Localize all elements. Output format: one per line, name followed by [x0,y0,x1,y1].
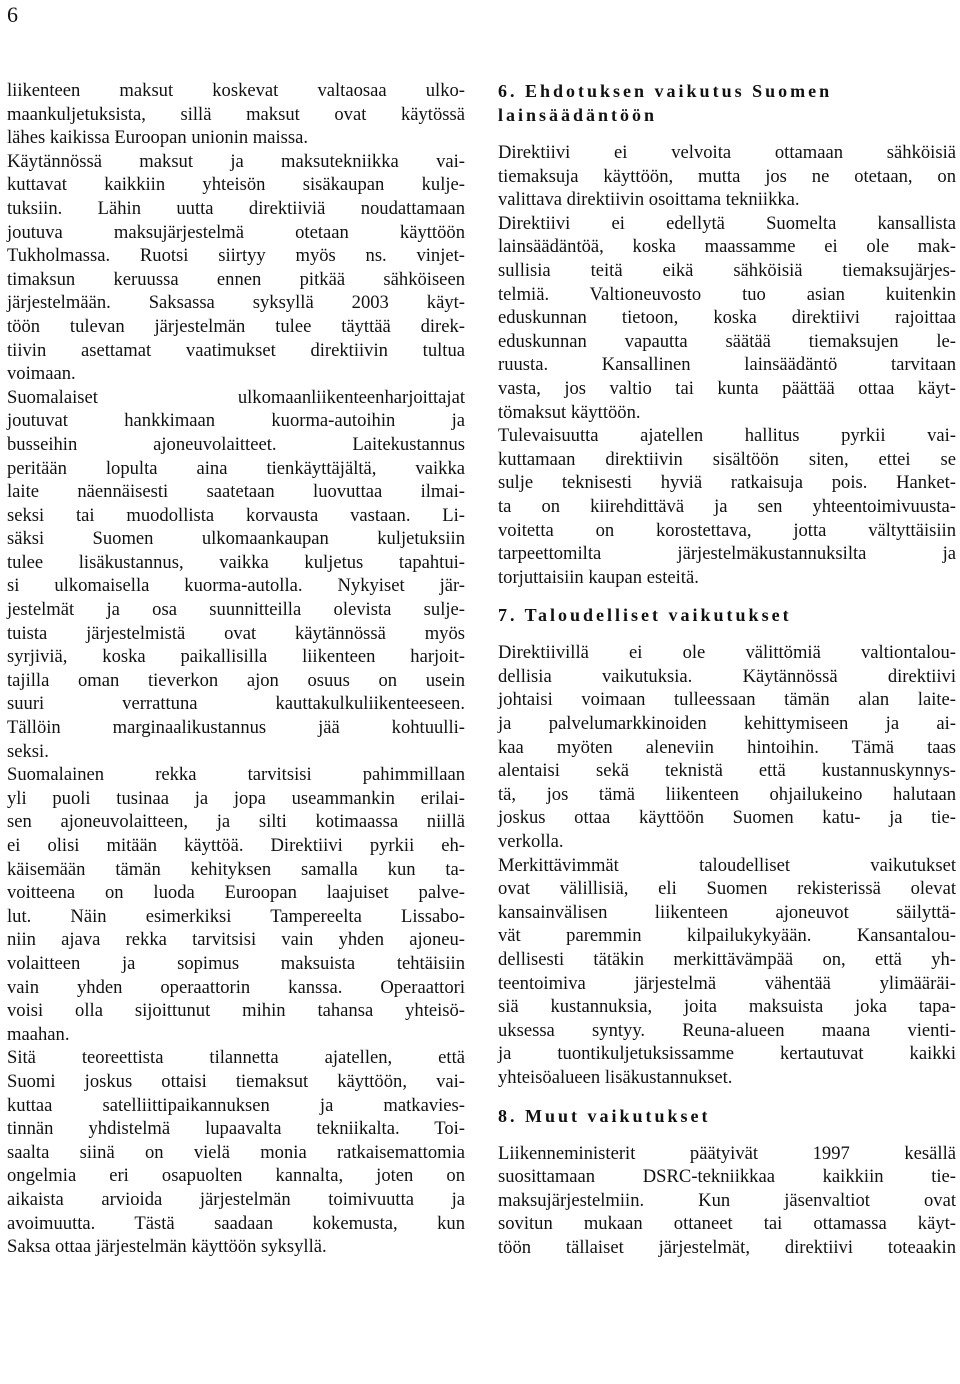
text-line: siä kustannuksia, joita maksuista joka tapa- [498,996,956,1018]
text-line: peritään lopulta aina tienkäyttäjältä, vaikka [7,457,465,479]
text-line: kuttamaan direktiivin sisältöön siten, ettei se [498,448,956,470]
text-line: lainsäädäntöä, koska maassamme ei ole mak- [498,236,956,258]
text-line: voimaan. [7,363,76,385]
text-line: järjestelmään. Saksassa syksyllä 2003 käyt- [7,292,465,314]
text-line: tä, jos tämä liikenteen ohjailukeino halutaan [498,783,956,805]
text-line: aikaista arvioida järjestelmän toimivuutta ja [7,1188,465,1210]
text-line: liikenteen maksut koskevat valtaosaa ulko- [7,80,465,101]
section-heading: lainsäädäntöön [498,105,658,125]
text-line: Suomi joskus ottaisi tiemaksut käyttöön, vai- [7,1070,465,1092]
text-line: eduskunnan tietoon, koska direktiivi rajoittaa [498,307,956,329]
section-gap [498,1090,956,1104]
text-line: johtaisi voimaan tulleessaan tämän alan laite- [498,689,956,711]
text-line: volaitteen ja sopimus maksuista tehtäisiin [7,952,465,974]
text-line: ei olisi mitään käyttöä. Direktiivi pyrkii eh- [7,835,465,856]
text-line: joutuva maksujärjestelmä otetaan käyttöön [7,221,465,243]
text-line: kansainvälisen liikenteen ajoneuvot säilyttä- [498,901,956,923]
text-line: joskus ottaa käyttöön Suomen katu- ja tie- [498,807,956,829]
page-number: 6 [7,2,18,27]
text-line: tajilla oman tieverkon ajon osuus on usein [7,669,465,691]
text-line: ongelmia eri osapuolten kannalta, joten on [7,1165,465,1187]
text-line: vät paremmin kilpailukykyään. Kansantalou- [498,925,956,947]
text-line: säksi Suomen ulkomaankaupan kuljetuksiin [7,528,465,550]
section-gap [498,589,956,603]
text-line: seksi. [7,740,49,762]
text-line: lut. Näin esimerkiksi Tampereelta Lissabo- [7,905,465,927]
text-line: verkolla. [498,831,564,853]
text-line: dellisia vaikutuksia. Käytännössä direktiivi [498,665,956,687]
text-line: Saksa ottaa järjestelmän käyttöön syksyllä. [7,1236,327,1258]
text-line: sen ajoneuvolaitteen, ja silti kotimaassa niillä [7,811,465,833]
left-column [7,79,465,1259]
text-line: vain yhden operaattorin kanssa. Operaattori [7,976,465,998]
text-line: voitetta on korostettava, jotta vältyttäisiin [498,519,956,541]
text-line: sullisia teitä eikä sähköisiä tiemaksujärjes- [498,259,956,281]
text-line: tömaksut käyttöön. [498,401,641,423]
text-line: tulee lisäkustannus, vaikka kuljetus tapahtui- [7,551,465,573]
heading-gap [498,127,956,141]
text-line: maahan. [7,1023,70,1045]
text-line: kaa myöten aleneviin hintoihin. Tämä taas [498,736,956,758]
text-line: vasta, jos valtio tai kunta päättää ottaa käyt- [498,377,956,399]
text-line: saalta siinä on vielä monia ratkaisemattomia [7,1141,465,1163]
text-line: Direktiivi ei edellytä Suomelta kansallista [498,212,956,234]
text-line: Tulevaisuutta ajatellen hallitus pyrkii vai- [498,425,956,447]
text-line: Käytännössä maksut ja maksutekniikka vai- [7,150,465,172]
text-line: timaksun keruussa ennen pitkää sähköiseen [7,268,465,290]
text-line: voisi olla sijoittunut mihin tahansa yhteisö- [7,1000,465,1022]
text-line: ruusta. Kansallinen lainsäädäntö tarvitaan [498,354,956,376]
text-line: suuri verrattuna kauttakulkuliikenteeseen. [7,693,465,715]
text-line: maankuljetuksista, sillä maksut ovat käytössä [7,103,465,125]
text-line: yli puoli tusinaa ja jopa useammankin erilai- [7,787,465,809]
text-line: avoimuutta. Tästä saadaan kokemusta, kun [7,1212,465,1234]
text-line: tuista järjestelmistä ovat käytännössä myös [7,622,465,644]
text-line: kuttavat kaikkiin yhteisön sisäkaupan kulje- [7,174,465,196]
text-line: Suomalaiset ulkomaanliikenteenharjoittajat [7,386,465,408]
text-line: valittava direktiivin osoittama tekniikka. [498,189,800,211]
text-line: eduskunnan vapautta säätää tiemaksujen le- [498,330,956,352]
text-line: Merkittävimmät taloudelliset vaikutukset [498,854,956,876]
text-line: sovitun mukaan ottaneet tai ottamassa käyt- [498,1213,956,1235]
text-line: voitteena on luoda Euroopan laajuiset palve- [7,882,465,904]
section-heading: 6. Ehdotuksen vaikutus Suomen [498,81,833,101]
text-line: uksessa syntyy. Reuna-alueen maana vienti- [498,1019,956,1041]
text-line: tarpeettomilta järjestelmäkustannuksilta ja [498,543,956,565]
text-line: Tukholmassa. Ruotsi siirtyy myös ns. vinjet- [7,245,465,267]
text-line: seksi tai muodollista korvausta vastaan. Li- [7,504,465,526]
section-heading: 7. Taloudelliset vaikutukset [498,605,792,626]
text-line: niin ajava rekka tarvitsisi vain yhden ajoneu- [7,929,465,951]
text-line: tinnän yhdistelmä lupaavalta tekniikalta. Toi- [7,1118,465,1140]
text-line: Suomalainen rekka tarvitsisi pahimmillaan [7,764,465,786]
text-line: tuksiin. Lähin uutta direktiiviä noudattamaan [7,197,465,219]
text-line: Liikenneministerit päätyivät 1997 kesällä [498,1142,956,1164]
text-line: laite näennäisesti saatetaan luovuttaa ilmai- [7,481,465,503]
section-heading: 8. Muut vaikutukset [498,1105,711,1126]
text-line: sulje teknisesti hyviä ratkaisuja pois. Hanket- [498,472,956,494]
text-line: yhteisöalueen lisäkustannukset. [498,1066,733,1088]
text-line: tiivin asettamat vaatimukset direktiivin tultua [7,339,465,361]
text-line: lähes kaikissa Euroopan unionin maissa. [7,127,309,149]
text-line: ja palvelumarkkinoiden kehittymiseen ja ai- [498,713,956,735]
text-line: alentaisi sekä teknistä että kustannuskynnys- [498,760,956,782]
text-line: tiemaksuja käyttöön, mutta jos ne otetaan, on [498,165,956,187]
heading-gap [498,1128,956,1142]
text-line: telmiä. Valtioneuvosto tuo asian kuitenkin [498,283,956,305]
right-column [498,79,956,1260]
text-line: torjuttaisiin kaupan esteitä. [498,566,699,588]
text-line: dellisesti tätäkin merkittävämpää on, että yh- [498,949,956,970]
text-line: kuttaa satelliittipaikannuksen ja matkavies- [7,1094,465,1116]
text-line: teentoimiva järjestelmä vähentää ylimääräi- [498,972,956,994]
text-line: Direktiivi ei velvoita ottamaan sähköisiä [498,142,956,163]
heading-gap [498,627,956,641]
text-line: jestelmät ja osa suunnitteilla olevista sulje- [7,599,465,621]
text-line: käisemään tämän kehityksen samalla kun ta- [7,858,465,880]
text-line: busseihin ajoneuvolaitteet. Laitekustannus [7,433,465,455]
text-line: ja tuontikuljetuksissamme kertautuvat kaikki [498,1043,956,1065]
text-line: ta on kiirehdittävä ja sen yhteentoimivuusta- [498,495,956,517]
text-line: suosittamaan DSRC-tekniikkaa kaikkiin tie- [498,1166,956,1188]
text-line: töön tällaiset järjestelmät, direktiivi toteaakin [498,1236,956,1258]
text-line: joutuvat hankkimaan kuorma-autoihin ja [7,410,465,432]
text-line: maksujärjestelmiin. Kun jäsenvaltiot ovat [498,1189,956,1211]
text-line: Sitä teoreettista tilannetta ajatellen, että [7,1047,465,1069]
text-line: Tällöin marginaalikustannus jää kohtuulli- [7,717,465,739]
text-line: Direktiivillä ei ole välittömiä valtiontalou- [498,642,956,664]
text-line: si ulkomaisella kuorma-autolla. Nykyiset jär- [7,575,465,597]
text-line: töön tulevan järjestelmän tulee täyttää direk- [7,315,465,337]
text-line: syrjiviä, koska paikallisilla liikenteen harjoit- [7,646,465,668]
text-line: ovat välillisiä, eli Suomen rekisterissä olevat [498,878,956,900]
